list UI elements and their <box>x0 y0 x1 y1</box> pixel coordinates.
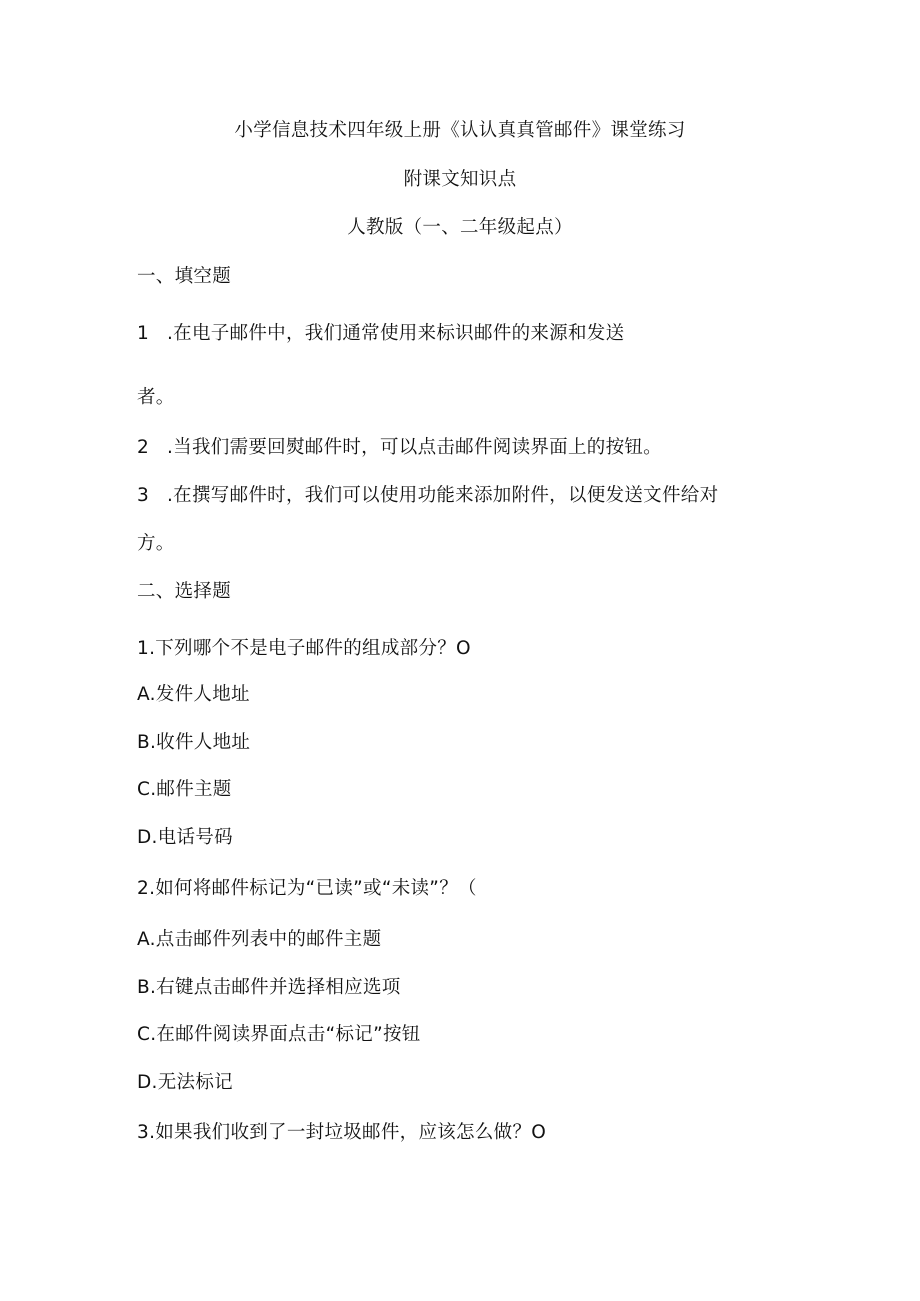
fill-question-2 <box>137 435 662 461</box>
choice-option: C.邮件主题 <box>137 779 232 800</box>
section-heading-fill-blank: 一、填空题 <box>137 266 232 287</box>
section-heading-choice: 二、选择题 <box>137 581 232 602</box>
choice-option: B.收件人地址 <box>137 732 251 753</box>
question-text: .在电子邮件中，我们通常使用来标识邮件的来源和发送 <box>167 323 625 344</box>
document-title: 小学信息技术四年级上册《认认真真管邮件》课堂练习 <box>234 120 686 141</box>
choice-question-2: 2.如何将邮件标记为“已读”或“未读”？（ <box>137 878 477 899</box>
choice-option: B.右键点击邮件并选择相应选项 <box>137 977 401 998</box>
choice-option: C.在邮件阅读界面点击“标记”按钮 <box>137 1024 421 1045</box>
fill-question-3-continued: 方。 <box>137 533 175 554</box>
question-number: 1 <box>137 323 150 344</box>
fill-question-3 <box>137 483 718 509</box>
choice-option: A.点击邮件列表中的邮件主题 <box>137 929 382 950</box>
choice-question-1: 1.下列哪个不是电子邮件的组成部分？O <box>137 638 471 659</box>
document-subtitle: 附课文知识点 <box>403 169 517 190</box>
question-text: .在撰写邮件时，我们可以使用功能来添加附件，以便发送文件给对 <box>167 485 719 506</box>
choice-option: D.电话号码 <box>137 827 233 848</box>
choice-option: A.发件人地址 <box>137 684 250 705</box>
fill-question-1-continued: 者。 <box>137 387 175 408</box>
question-number: 2 <box>137 437 150 458</box>
question-number: 3 <box>137 485 150 506</box>
choice-option: D.无法标记 <box>137 1072 233 1093</box>
choice-question-3: 3.如果我们收到了一封垃圾邮件，应该怎么做？O <box>137 1122 547 1143</box>
question-text: .当我们需要回熨邮件时，可以点击邮件阅读界面上的按钮。 <box>167 437 662 458</box>
fill-question-1 <box>137 321 624 347</box>
document-edition: 人教版（一、二年级起点） <box>347 217 573 238</box>
